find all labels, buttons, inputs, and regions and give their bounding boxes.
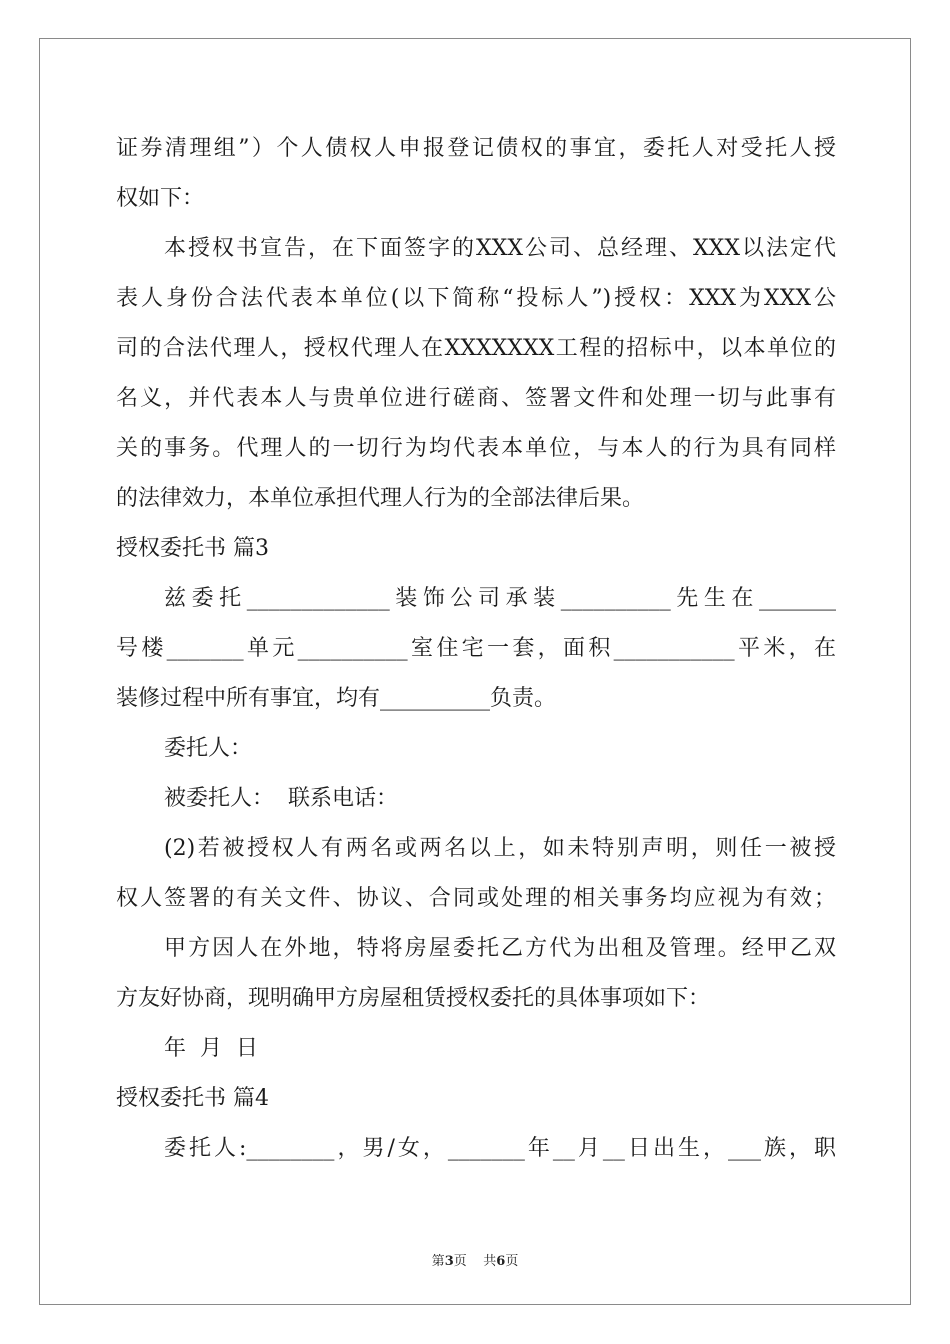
body-line: 的法律效力，本单位承担代理人行为的全部法律后果。 — [116, 486, 645, 511]
body-line: 委托人:________，男/女，_______年__月__日出生，___族，职 — [164, 1136, 836, 1161]
page-current: 3 — [444, 1254, 454, 1269]
body-line: 证券清理组”）个人债权人申报登记债权的事宜，委托人对受托人授 — [116, 136, 836, 161]
body-line: (2)若被授权人有两名或两名以上，如未特别声明，则任一被授 — [164, 836, 836, 861]
body-line: 甲方因人在外地，特将房屋委托乙方代为出租及管理。经甲乙双 — [164, 936, 836, 961]
body-line: 号楼_______单元__________室住宅一套，面积___________平米，在 — [116, 636, 836, 661]
body-line: 被委托人： 联系电话： — [164, 786, 398, 811]
body-line: 装修过程中所有事宜，均有__________负责。 — [116, 686, 557, 711]
body-line: 关的事务。代理人的一切行为均代表本单位，与本人的行为具有同样 — [116, 436, 836, 461]
body-line: 方友好协商，现明确甲方房屋租赁授权委托的具体事项如下： — [116, 986, 711, 1011]
date-line: 年 月 日 — [164, 1036, 258, 1061]
body-line: 名义，并代表本人与贵单位进行磋商、签署文件和处理一切与此事有 — [116, 386, 836, 411]
page-total: 6 — [496, 1254, 506, 1269]
body-line: 本授权书宣告，在下面签字的XXX公司、总经理、XXX以法定代 — [164, 236, 836, 261]
body-line: 权人签署的有关文件、协议、合同或处理的相关事务均应视为有效； — [116, 886, 836, 911]
page-footer — [0, 1250, 950, 1269]
section-heading: 授权委托书 篇4 — [116, 1086, 269, 1111]
page-mid: 页 共 — [453, 1254, 497, 1269]
body-line: 司的合法代理人，授权代理人在XXXXXXX工程的招标中，以本单位的 — [116, 336, 836, 361]
page-suffix: 页 — [505, 1254, 519, 1269]
page-prefix: 第 — [431, 1254, 445, 1269]
body-line: 委托人： — [164, 736, 253, 761]
body-line: 表人身份合法代表本单位(以下简称“投标人”)授权：XXX为XXX公 — [116, 286, 836, 311]
body-line: 权如下： — [116, 186, 205, 211]
body-line: 兹委托_____________装饰公司承装__________先生在_______ — [164, 586, 836, 611]
section-heading: 授权委托书 篇3 — [116, 536, 269, 561]
